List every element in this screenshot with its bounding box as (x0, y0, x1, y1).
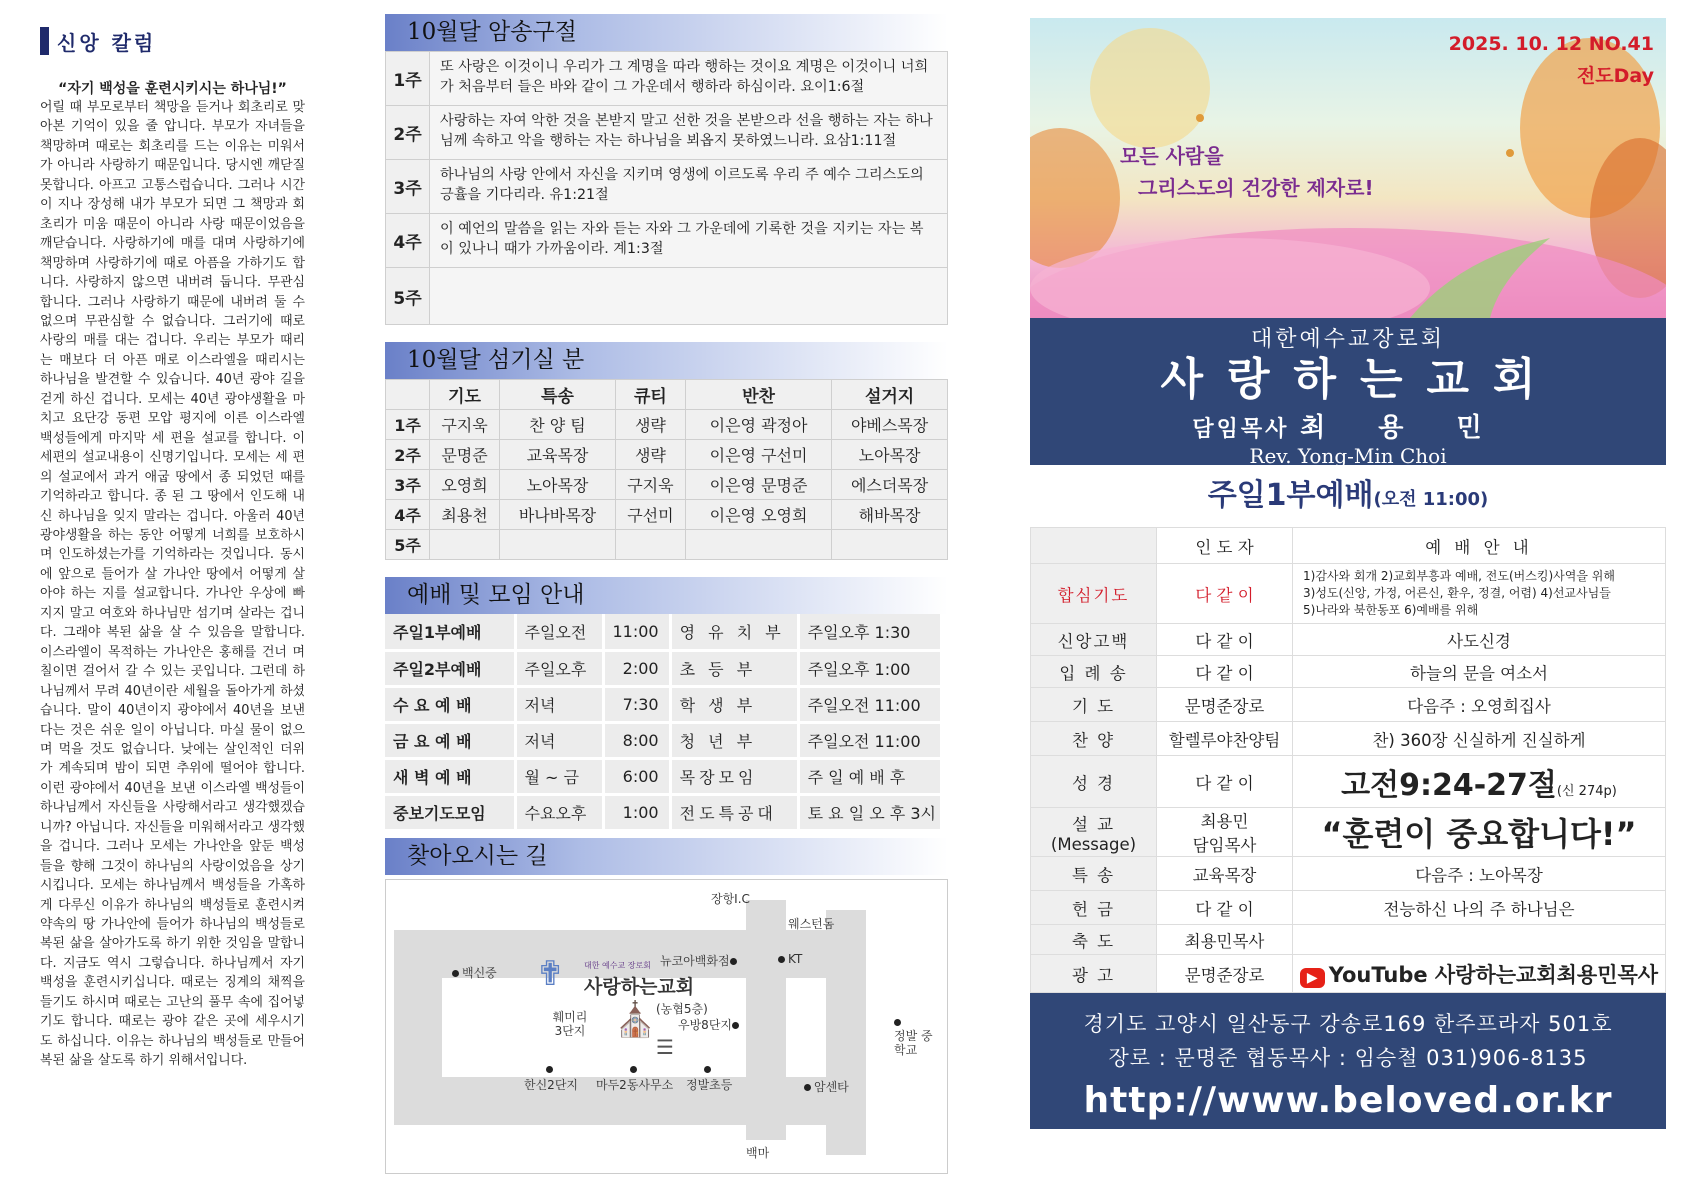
church-footer (1030, 993, 1666, 1129)
serve-row (386, 530, 948, 560)
order-item (1031, 857, 1157, 891)
map-dot (732, 1022, 739, 1029)
order-row (1031, 925, 1666, 955)
leader-title: 담임목사 (1192, 836, 1257, 855)
serve-cell: 최용천 (430, 500, 500, 530)
guide-sub: (신 274p) (1556, 783, 1617, 799)
guide-cell: 중보기도모임 (385, 794, 515, 830)
column-header: 특송 (500, 380, 616, 410)
guide-cell: 월 ~ 금 (515, 758, 603, 794)
order-guide (1293, 955, 1666, 993)
map-dot (452, 970, 459, 977)
map-label-text: 백신중 (462, 965, 497, 980)
guide-row (385, 722, 942, 758)
middle-column (385, 14, 948, 1174)
guide-cell: 전도특공대 (670, 794, 798, 830)
memory-verse: 이 예언의 말씀을 읽는 자와 듣는 자와 그 가운데에 기록한 것을 지키는 자는 복이 있나니 때가 가까움이라. 계1:3절 (430, 214, 947, 267)
church-title-block (1030, 318, 1666, 468)
guide-cell: 토 요 일 오 후 3시 (798, 794, 941, 830)
corner-cell (1031, 528, 1157, 564)
order-row (1031, 656, 1666, 688)
guide-cell: 주 일 예 배 후 (798, 758, 941, 794)
map-dot (704, 1066, 711, 1073)
guide-cell: 주일2부예배 (385, 650, 515, 686)
leader-name: 문명준장로 (1184, 696, 1265, 716)
location-map (385, 879, 948, 1174)
map-label (452, 964, 497, 981)
guide-cell: 8:00 (603, 722, 670, 758)
leader-name: 문명준장로 (1184, 965, 1265, 985)
serve-cell: 구지욱 (615, 470, 685, 500)
order-guide (1293, 925, 1666, 955)
serve-cell: 노아목장 (500, 470, 616, 500)
memory-verse (430, 268, 947, 324)
guide-cell: 2:00 (603, 650, 670, 686)
memory-row (386, 52, 947, 106)
leader-name: 교육목장 (1192, 865, 1257, 885)
crosswalk-icon: ☰ (656, 1034, 674, 1059)
map-label-text: 정발초등 (686, 1077, 733, 1092)
guide-table (385, 614, 943, 832)
guide-cell: 주일오후 1:30 (798, 614, 941, 650)
week-label: 3주 (386, 470, 430, 500)
map-label (596, 1062, 673, 1093)
serve-cell: 구선미 (615, 500, 685, 530)
contact-line: 장로 : 문명준 협동목사 : 임승철 031)906-8135 (1108, 1046, 1588, 1070)
order-item (1031, 722, 1157, 756)
order-guide (1293, 857, 1666, 891)
order-guide (1293, 564, 1666, 624)
church-logo-icon: ✟ (536, 953, 565, 994)
guide-text: 고전9:24-27절 (1341, 767, 1557, 803)
pastor-name: 최 용 민 (1300, 413, 1504, 443)
guide-text: 전능하신 나의 주 하나님은 (1383, 899, 1575, 919)
serve-cell: 구지욱 (430, 410, 500, 440)
map-label: 웨스턴돔 (788, 916, 835, 931)
order-item-sub: (Message) (1050, 834, 1137, 854)
memory-row (386, 106, 947, 160)
guide-text: 하늘의 문을 여소서 (1409, 663, 1548, 683)
map-label (686, 1062, 732, 1093)
guide-cell: 영 유 치 부 (670, 614, 798, 650)
order-row (1031, 722, 1666, 756)
leader-name: 다 같 이 (1195, 631, 1254, 651)
order-guide (1293, 624, 1666, 656)
front-column (1030, 18, 1666, 1129)
week-label: 1주 (386, 410, 430, 440)
slogan-line1: 모든 사람을 (1120, 144, 1224, 168)
serve-cell: 이은영 곽정아 (685, 410, 831, 440)
map-dot (804, 1084, 811, 1091)
guide-cell: 초 등 부 (670, 650, 798, 686)
map-dot (894, 1019, 901, 1026)
order-leader (1157, 891, 1293, 925)
guide-text: “훈련이 중요합니다!” (1321, 815, 1637, 853)
order-item-label: 합심기도 (1057, 585, 1130, 605)
guide-text: 다음주 : 오영희집사 (1407, 696, 1551, 716)
map-label: 백마 (746, 1145, 770, 1160)
leader-header: 인 도 자 (1157, 528, 1293, 564)
order-guide (1293, 656, 1666, 688)
week-label: 2주 (386, 440, 430, 470)
guide-cell: 주일오전 11:00 (798, 686, 941, 722)
order-leader (1157, 925, 1293, 955)
map-label-text: KT (788, 951, 803, 966)
guide-header: 예 배 안 내 (1293, 528, 1666, 564)
order-row (1031, 857, 1666, 891)
order-guide (1293, 756, 1666, 808)
issue-info (1449, 28, 1654, 92)
order-leader (1157, 564, 1293, 624)
order-item-label: 설 교 (1071, 814, 1116, 834)
guide-cell: 목장모임 (670, 758, 798, 794)
guide-row (385, 650, 942, 686)
serve-row (386, 410, 948, 440)
guide-cell: 11:00 (603, 614, 670, 650)
guide-row (385, 686, 942, 722)
week-label: 4주 (386, 500, 430, 530)
order-leader (1157, 656, 1293, 688)
order-leader (1157, 756, 1293, 808)
serve-cell: 생략 (615, 410, 685, 440)
denomination: 대한예수교장로회 (1250, 327, 1446, 352)
order-item (1031, 688, 1157, 722)
column-body: 어릴 때 부모로부터 책망을 듣거나 회초리로 맞아본 기억이 있을 줄 압니다. 부모가 자녀들을 책망하며 때로는 회초리를 드는 이유는 미워서가 아니라 사랑하기 때문입니다. 당시엔 깨닫질 못합니다. 아프고 고통스럽습니다. 그러나 시간이 지나 장성해 내가 부모가 되면 그 책망과 회초리가 미움 때문이 아니라 사랑 때문이었음을 깨닫습니다. 사랑하기에 매를 대며 사랑하기에 책망하며 사랑하기에 때로 아픔을 가하기도 합니다. 사랑하지 않으면 내버려 둡니다. 무관심합니다. 그러나 사랑하기 때문에 내버려 둘 수 없으며 무관심할 수 없습니다. 그러기에 때로 사랑의 매를 대는 겁니다. 우리는 부모가 때리는 매보다 더 아픈 매로 이스라엘을 때리시는 하나님을 발견할 수 있습니다. 40년 광야 길을 걷게 하신 겁니다. 모세는 40년 광야생활을 마치고 요단강 동편 모압 평지에 이른 이스라엘 백성들에게 마지막 세 편을 설교를 합니다. 이 세편의 설교내용이 신명기입니다. 모세는 세 편의 설교에서 과거 애굽 땅에서 종 되었던 때를 기억하라고 합니다. 종 된 그 땅에서 인도해 내신 하나님을 잊지 말라는 겁니다. 아울러 40년 광야생활을 하는 동안 어떻게 너희를 보호하시며 인도하셨는가를 기억하라는 것입니다. 동시에 앞으로 들어가 살 가나안 땅에서 어떻게 살아야 하는 지를 설교합니다. 가나안 우상에 빠지지 말고 여호와 하나님만 섬기며 살라는 겁니다. 그래야 복된 삶을 살 수 있음을 말합니다. 이스라엘이 목적하는 가나안은 홍해를 건너 며칠이면 걸어서 갈 수 있는 곳입니다. 그런데 하나님께서 무려 40년이란 세월을 돌아가게 하셨습니다. 말이 40년이지 광야에서 40년을 보낸다는 것은 쉬운 일이 아닙니다. 마실 물이 없으며 먹을 것도 없습니다. 낮에는 살인적인 더위가 계속되며 밤이 되면 추위에 떨어야 합니다. 이런 광야에서 40년을 보낸 이스라엘 백성들이 하나님께서 자신들을 사랑해서라고 생각했겠습니까? 아닙니다. 자신들을 미워해서라고 생각했을 겁니다. 그러나 모세는 가나안을 앞둔 백성들을 향해 그것이 하나님의 사랑이었음을 상기시킵니다. 모세는 하나님께서 백성들을 가혹하게 다루신 이유가 하나님의 백성들로 훈련시켜 약속의 땅 가나안에 들어가 하나님의 백성들로 복된 삶을 살아가도록 하기 위한 것임을 말합니다. 지금도 역시 그렇습니다. 하나님께서 자기 백성을 훈련시키십니다. 때로는 징계의 채찍을 들기도 하시며 때로는 고난의 풀무 속에 집어넣기도 합니다. 때로는 광야 같은 곳에 세우시기도 하십니다. 이유는 하나님의 백성들로 만들어 복된 삶을 살도록 하기 위해서입니다. (40, 100, 305, 1069)
guide-cell: 금 요 예 배 (385, 722, 515, 758)
guide-row (385, 758, 942, 794)
church-building-icon: ⛪ (614, 999, 657, 1040)
order-item (1031, 955, 1157, 993)
serve-cell: 생략 (615, 440, 685, 470)
serve-cell (832, 530, 948, 560)
faith-column (40, 26, 305, 1071)
order-item-label: 신앙고백 (1057, 631, 1130, 651)
pastor-english: Rev. Yong-Min Choi (1249, 444, 1447, 468)
order-item (1031, 891, 1157, 925)
cover-banner (1030, 18, 1666, 318)
map-label: 장항I.C (711, 891, 750, 906)
map-dot (630, 1066, 637, 1073)
serve-table (385, 379, 948, 560)
map-header: 찾아오시는 길 (385, 838, 948, 875)
service-time: (오전 11:00) (1373, 489, 1489, 510)
serve-header-row (386, 380, 948, 410)
serve-cell: 교육목장 (500, 440, 616, 470)
serve-cell: 야베스목장 (832, 410, 948, 440)
order-leader (1157, 857, 1293, 891)
order-item-label: 광 고 (1071, 965, 1116, 985)
pastor-line (1030, 407, 1666, 444)
guide-cell: 1:00 (603, 794, 670, 830)
memory-verse: 또 사랑은 이것이니 우리가 그 계명을 따라 행하는 것이요 계명은 이것이니 너희가 처음부터 들은 바와 같이 그 가운데서 행하라 하심이라. 요이1:6절 (430, 52, 947, 105)
service-order-table (1030, 527, 1666, 993)
memory-verse: 하나님의 사랑 안에서 자신을 지키며 영생에 이르도록 우리 주 예수 그리스도의 긍휼을 기다리라. 유1:21절 (430, 160, 947, 213)
order-header-row (1031, 528, 1666, 564)
order-guide (1293, 688, 1666, 722)
leader-name: 할렐루야찬양팀 (1168, 730, 1281, 750)
map-dot (730, 958, 737, 965)
serve-cell: 오영희 (430, 470, 500, 500)
order-item-label: 입 례 송 (1059, 663, 1128, 683)
map-label (778, 952, 802, 966)
order-item-label: 헌 금 (1071, 899, 1116, 919)
guide-cell: 주일오전 (515, 614, 603, 650)
order-guide (1293, 722, 1666, 756)
serve-cell (500, 530, 616, 560)
order-item-label: 찬 양 (1071, 730, 1116, 750)
week-label: 4주 (386, 214, 430, 267)
serve-row (386, 440, 948, 470)
map-road (826, 910, 866, 1155)
leader-name: 다 같 이 (1195, 585, 1254, 605)
order-row (1031, 756, 1666, 808)
serve-cell: 해바목장 (832, 500, 948, 530)
order-item (1031, 756, 1157, 808)
guide-cell: 새 벽 예 배 (385, 758, 515, 794)
map-label-text: 한신2단지 (524, 1077, 579, 1092)
serve-cell (615, 530, 685, 560)
order-row (1031, 564, 1666, 624)
guide-header: 예배 및 모임 안내 (385, 577, 948, 614)
order-leader (1157, 808, 1293, 857)
church-name: 사랑하는교회 (1160, 354, 1560, 405)
map-label (804, 1078, 849, 1095)
guide-cell: 7:30 (603, 686, 670, 722)
order-row (1031, 688, 1666, 722)
guide-cell: 주일오후 1:00 (798, 650, 941, 686)
order-row (1031, 624, 1666, 656)
memory-row (386, 268, 947, 324)
serve-cell: 에스더목장 (832, 470, 948, 500)
serve-cell: 문명준 (430, 440, 500, 470)
guide-cell: 청 년 부 (670, 722, 798, 758)
order-row (1031, 808, 1666, 857)
memory-header: 10월달 암송구절 (385, 14, 948, 51)
leader-name: 최용민 (1200, 812, 1249, 831)
serve-cell: 이은영 문명준 (685, 470, 831, 500)
map-label (894, 1015, 938, 1057)
guide-cell: 주일오후 (515, 650, 603, 686)
guide-cell: 주일오전 11:00 (798, 722, 941, 758)
week-label: 5주 (386, 268, 430, 324)
map-label: 훼미리 3단지 (552, 1009, 588, 1038)
map-label-text: 뉴코아백화점 (660, 953, 730, 968)
order-item-label: 특 송 (1071, 865, 1116, 885)
map-label: (농협5층) (656, 1001, 708, 1016)
serve-cell (685, 530, 831, 560)
map-label (660, 952, 740, 969)
column-title: 신앙 칼럼 (57, 30, 157, 55)
order-item-label: 기 도 (1071, 696, 1116, 716)
order-item (1031, 808, 1157, 857)
website-link[interactable]: http://www.beloved.or.kr (1083, 1080, 1613, 1121)
week-label: 5주 (386, 530, 430, 560)
guide-row (385, 794, 942, 830)
order-item (1031, 624, 1157, 656)
serve-header: 10월달 섬기실 분 (385, 342, 948, 379)
order-item-label: 성 경 (1071, 773, 1116, 793)
issue-date: 2025. 10. 12 NO.41 (1448, 33, 1654, 55)
serve-row (386, 500, 948, 530)
map-label-text: 암센타 (814, 1079, 849, 1094)
order-leader (1157, 624, 1293, 656)
map-church-name: 사랑하는교회 (584, 975, 695, 998)
guide-cell: 6:00 (603, 758, 670, 794)
guide-cell: 수요오후 (515, 794, 603, 830)
week-label: 1주 (386, 52, 430, 105)
guide-cell: 수 요 예 배 (385, 686, 515, 722)
memory-row (386, 214, 947, 268)
order-guide (1293, 891, 1666, 925)
leader-name: 다 같 이 (1195, 899, 1254, 919)
map-label (524, 1062, 578, 1093)
memory-table (385, 51, 948, 325)
order-item (1031, 925, 1157, 955)
guide-text: 찬) 360장 신실하게 진실하게 (1372, 730, 1586, 750)
order-leader (1157, 688, 1293, 722)
order-item-label: 축 도 (1071, 931, 1116, 951)
column-header (40, 26, 305, 56)
service-title (1030, 465, 1666, 527)
leader-name: 다 같 이 (1195, 773, 1254, 793)
column-subtitle: “자기 백성을 훈련시키시는 하나님!” (58, 81, 287, 97)
order-guide (1293, 808, 1666, 857)
guide-row (385, 614, 942, 650)
leader-name: 최용민목사 (1184, 931, 1265, 951)
order-leader (1157, 722, 1293, 756)
pastor-label: 담임목사 (1192, 417, 1290, 442)
serve-cell: 이은영 구선미 (685, 440, 831, 470)
address: 경기도 고양시 일산동구 강송로169 한주프라자 501호 (1083, 1012, 1613, 1036)
issue-day: 전도Day (1576, 65, 1654, 87)
memory-verse: 사랑하는 자여 악한 것을 본받지 말고 선한 것을 본받으라 선을 행하는 자는 하나님께 속하고 악을 행하는 자는 하나님을 뵈옵지 못하였느니라. 요삼1:11절 (430, 106, 947, 159)
serve-row (386, 470, 948, 500)
map-road (746, 900, 786, 1140)
guide-cell: 주일1부예배 (385, 614, 515, 650)
service-name: 주일1부예배 (1207, 478, 1374, 513)
map-label-text: 마두2동사무소 (596, 1077, 674, 1092)
order-row (1031, 891, 1666, 925)
map-dot (778, 956, 785, 963)
order-item (1031, 564, 1157, 624)
guide-text: 1)감사와 회개 2)교회부흥과 예배, 전도(버스킹)사역을 위해 3)성도(신앙, 가정, 어른신, 환우, 정결, 어렴) 4)선교사님들 5)나라와 북한동포 6)예배를 위해 (1303, 569, 1615, 617)
order-leader (1157, 955, 1293, 993)
guide-cell: 학 생 부 (670, 686, 798, 722)
slogan-line2: 그리스도의 건강한 제자로! (1138, 176, 1374, 200)
map-church-sub: 대한 예수교 장로회 (584, 960, 651, 970)
serve-cell: 찬 양 팀 (500, 410, 616, 440)
order-item (1031, 656, 1157, 688)
guide-text: YouTube 사랑하는교회최용민목사 (1328, 962, 1659, 987)
order-row (1031, 955, 1666, 993)
column-bar (40, 27, 49, 55)
map-dot (546, 1066, 553, 1073)
map-label-text: 우방8단지 (678, 1017, 733, 1032)
serve-cell: 이은영 오영희 (685, 500, 831, 530)
serve-cell: 바나바목장 (500, 500, 616, 530)
guide-cell: 저녁 (515, 686, 603, 722)
guide-text: 사도신경 (1447, 631, 1511, 651)
week-label: 2주 (386, 106, 430, 159)
serve-cell: 노아목장 (832, 440, 948, 470)
map-label (678, 1016, 742, 1033)
serve-cell (430, 530, 500, 560)
corner-cell (386, 380, 430, 410)
slogan (1120, 140, 1374, 204)
column-header: 반찬 (685, 380, 831, 410)
leader-name: 다 같 이 (1195, 663, 1254, 683)
column-header: 설거지 (832, 380, 948, 410)
map-label-text: 정발 중학교 (894, 1028, 933, 1057)
guide-text: 다음주 : 노아목장 (1415, 865, 1543, 885)
youtube-icon[interactable]: ▶ (1300, 968, 1325, 988)
memory-row (386, 160, 947, 214)
column-header: 기도 (430, 380, 500, 410)
week-label: 3주 (386, 160, 430, 213)
column-header: 큐티 (615, 380, 685, 410)
guide-cell: 저녁 (515, 722, 603, 758)
